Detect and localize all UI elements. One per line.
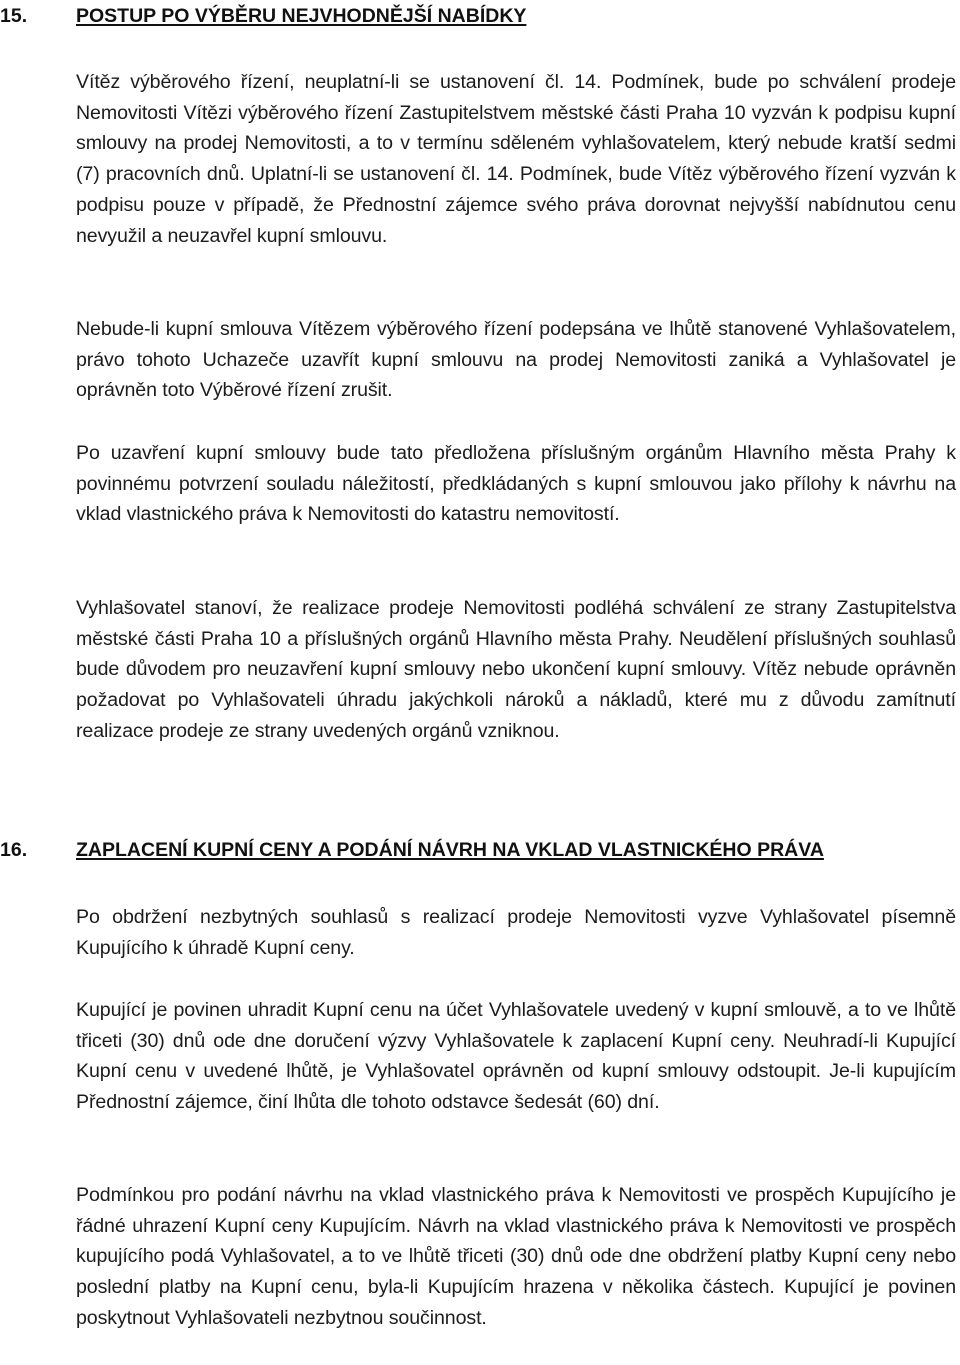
paragraph: Vítěz výběrového řízení, neuplatní-li se ustanovení čl. 14. Podmínek, bude po schválení prodeje Nemovitosti Vítězi výběrového řízení Zastupitelstvem městské části Praha 10 vyzván k podpisu kupní smlouvy na prodej Nemovitosti, a to v termínu sděleném vyhlašovatelem, který nebude kratší sedmi (7) pracovních dnů. Uplatní-li se ustanovení čl. 14. Podmínek, bude Vítěz výběrového řízení vyzván k podpisu pouze v případě, že Přednostní zájemce svého práva dorovnat nejvyšší nabídnutou cenu nevyužil a neuzavřel kupní smlouvu. [76,71,956,247]
paragraph: Vyhlašovatel stanoví, že realizace prodeje Nemovitosti podléhá schválení ze strany Zastupitelstva městské části Praha 10 a příslušných orgánů Hlavního města Prahy. Neudělení příslušných souhlasů bude důvodem pro neuzavření kupní smlouvy nebo ukončení kupní smlouvy. Vítěz nebude oprávněn požadovat po Vyhlašovateli úhradu jakýchkoli nároků a nákladů, které mu z důvodu zamítnutí realizace prodeje ze strany uvedených orgánů vzniknou. [76,597,956,742]
paragraph: Po obdržení nezbytných souhlasů s realizací prodeje Nemovitosti vyzve Vyhlašovatel písemně Kupujícího k úhradě Kupní ceny. [76,906,956,959]
paragraph: Kupující je povinen uhradit Kupní cenu na účet Vyhlašovatele uvedený v kupní smlouvě, a to ve lhůtě třiceti (30) dnů ode dne doručení výzvy Vyhlašovatele k zaplacení Kupní ceny. Neuhradí-li Kupující Kupní cenu v uvedené lhůtě, je Vyhlašovatel oprávněn od kupní smlouvy odstoupit. Je-li kupujícím Přednostní zájemce, činí lhůta dle tohoto odstavce šedesát (60) dní. [76,999,956,1114]
paragraph: Podmínkou pro podání návrhu na vklad vlastnického práva k Nemovitosti ve prospěch Kupujícího je řádné uhrazení Kupní ceny Kupujícím. Návrh na vklad vlastnického práva k Nemovitosti ve prospěch kupujícího podá Vyhlašovatel, a to ve lhůtě třiceti (30) dnů ode dne obdržení platby Kupní ceny nebo poslední platby na Kupní cenu, byla-li Kupujícím hrazena v několika částech. Kupující je povinen poskytnout Vyhlašovateli nezbytnou součinnost. [76,1184,956,1329]
section-heading-16 [0,835,824,865]
section-heading-15 [0,1,526,31]
section-title: POSTUP PO VÝBĚRU NEJVHODNĚJŠÍ NABÍDKY [76,5,527,27]
section-number: 16. [0,839,28,861]
section-number: 15. [0,5,28,27]
paragraph: Nebude-li kupní smlouva Vítězem výběrového řízení podepsána ve lhůtě stanovené Vyhlašovatelem, právo tohoto Uchazeče uzavřít kupní smlouvu na prodej Nemovitosti zaniká a Vyhlašovatel je oprávněn toto Výběrové řízení zrušit. [76,318,956,402]
paragraph: Po uzavření kupní smlouvy bude tato předložena příslušným orgánům Hlavního města Prahy k povinnému potvrzení souladu náležitostí, předkládaných s kupní smlouvou jako přílohy k návrhu na vklad vlastnického práva k Nemovitosti do katastru nemovitostí. [76,442,956,526]
section-title: ZAPLACENÍ KUPNÍ CENY A PODÁNÍ NÁVRH NA VKLAD VLASTNICKÉHO PRÁVA [76,839,824,861]
